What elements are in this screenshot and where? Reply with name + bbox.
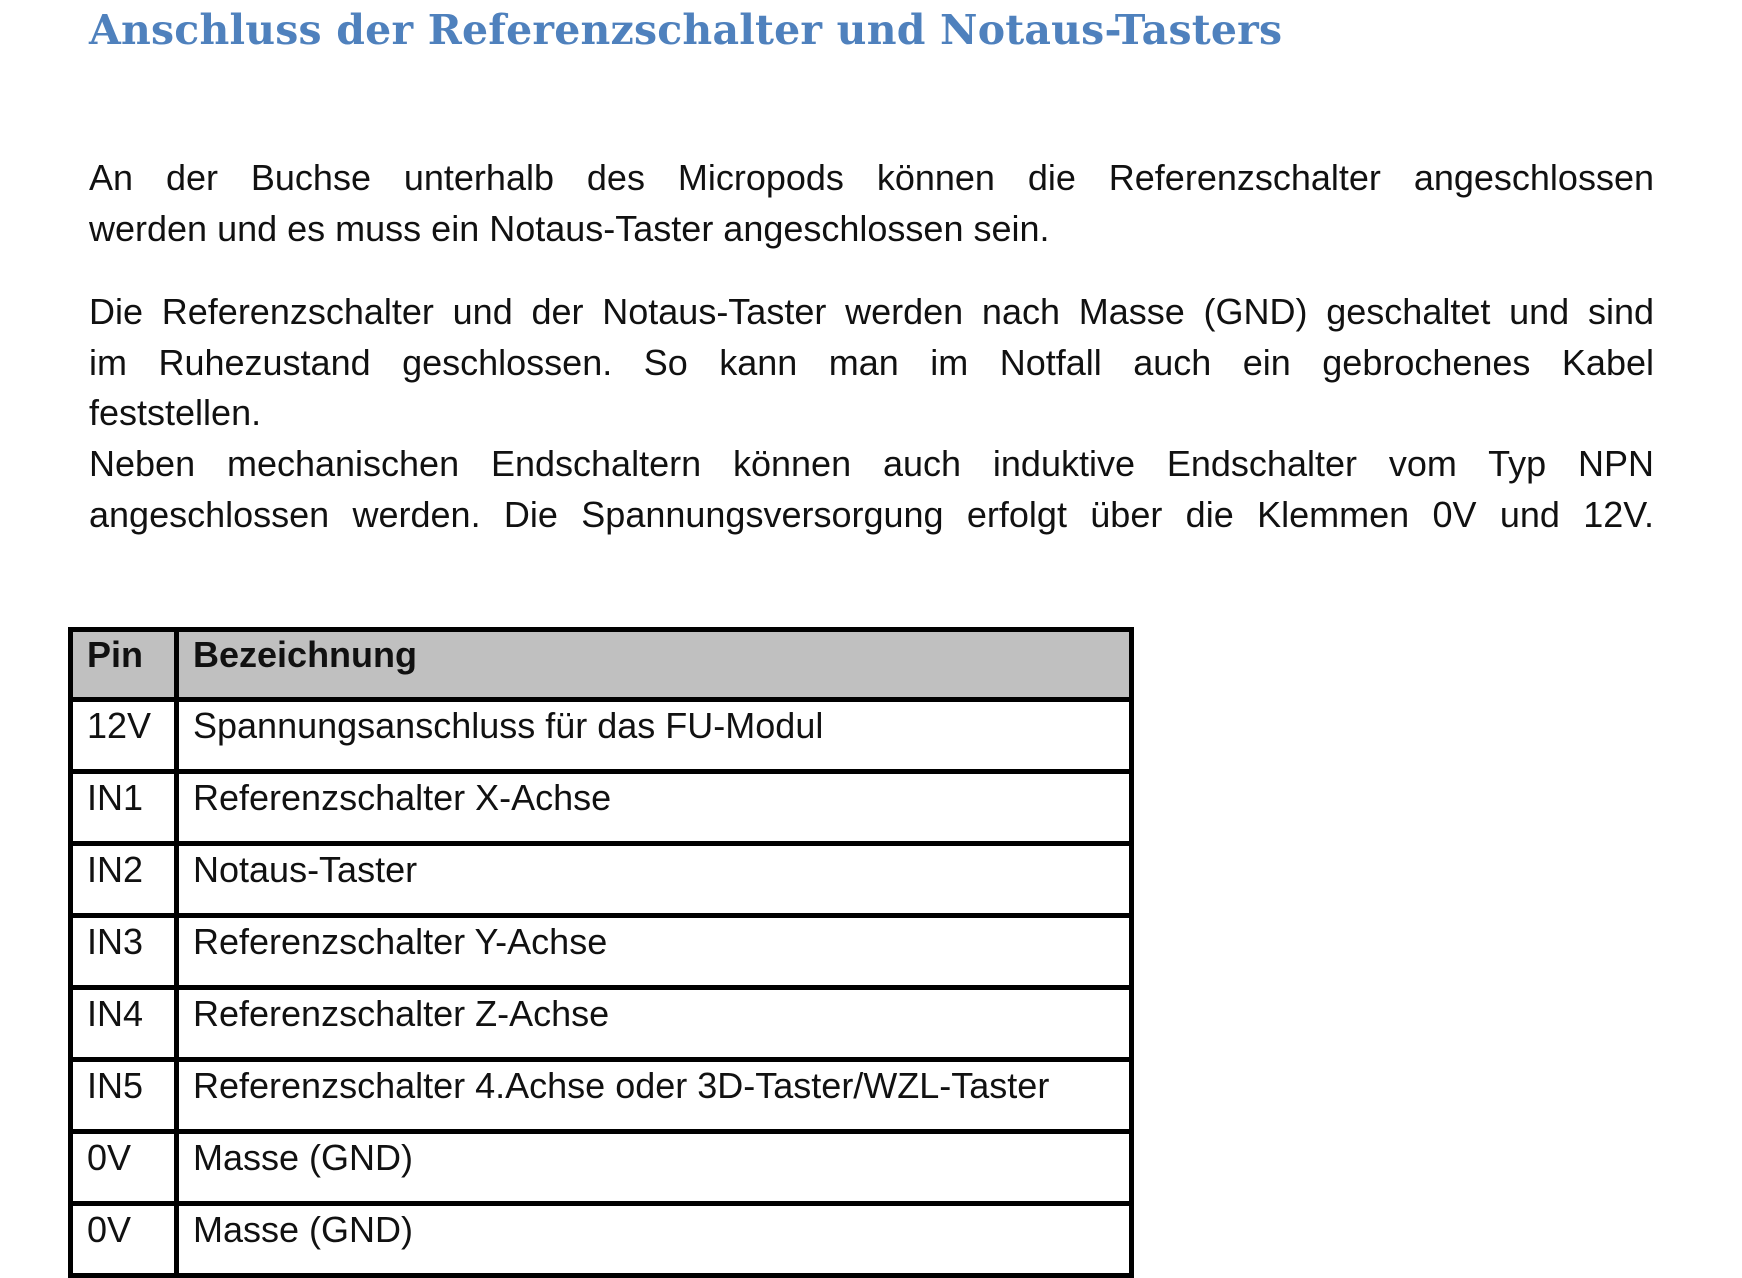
table-row [71, 916, 1132, 988]
description-cell: Referenzschalter Z-Achse [177, 988, 1132, 1060]
paragraph-switch-wiring [89, 287, 1654, 439]
paragraph-line: im Ruhezustand geschlossen. So kann man im Notfall auch ein gebrochenes Kabel [89, 341, 1654, 383]
paragraph-line: Die Referenzschalter und der Notaus-Taster werden nach Masse (GND) geschaltet und sind [89, 291, 1654, 332]
table-row [71, 772, 1132, 844]
pin-cell: IN1 [71, 772, 177, 844]
table-row [71, 844, 1132, 916]
description-cell: Notaus-Taster [177, 844, 1132, 916]
column-header-pin: Pin [71, 630, 177, 700]
pin-assignment-table [68, 627, 1134, 1278]
description-cell: Referenzschalter Y-Achse [177, 916, 1132, 988]
paragraph-line: An der Buchse unterhalb des Micropods können die Referenzschalter angeschlossen [89, 157, 1654, 198]
table-row [71, 1060, 1132, 1132]
paragraph-inductive-switches [89, 439, 1654, 540]
description-cell: Masse (GND) [177, 1132, 1132, 1204]
pin-cell: 0V [71, 1132, 177, 1204]
pin-cell: IN5 [71, 1060, 177, 1132]
description-cell: Masse (GND) [177, 1204, 1132, 1276]
table-row [71, 1132, 1132, 1204]
section-heading: Anschluss der Referenzschalter und Notaus-Tasters [89, 6, 1283, 54]
pin-cell: 12V [71, 700, 177, 772]
description-cell: Referenzschalter 4.Achse oder 3D-Taster/WZL-Taster [177, 1060, 1132, 1132]
paragraph-line: feststellen. [89, 392, 262, 433]
paragraph-line: werden und es muss ein Notaus-Taster angeschlossen sein. [89, 207, 1050, 249]
table-header-row [71, 630, 1132, 700]
description-cell: Spannungsanschluss für das FU-Modul [177, 700, 1132, 772]
column-header-description: Bezeichnung [177, 630, 1132, 700]
table-row [71, 1204, 1132, 1276]
pin-cell: IN4 [71, 988, 177, 1060]
table-row [71, 700, 1132, 772]
table-row [71, 988, 1132, 1060]
paragraph-connection-intro [89, 153, 1654, 254]
pin-cell: IN3 [71, 916, 177, 988]
paragraph-line: Neben mechanischen Endschaltern können auch induktive Endschalter vom Typ NPN [89, 443, 1654, 484]
pin-cell: 0V [71, 1204, 177, 1276]
paragraph-line: angeschlossen werden. Die Spannungsversorgung erfolgt über die Klemmen 0V und 12V. [89, 493, 1654, 535]
pin-cell: IN2 [71, 844, 177, 916]
description-cell: Referenzschalter X-Achse [177, 772, 1132, 844]
